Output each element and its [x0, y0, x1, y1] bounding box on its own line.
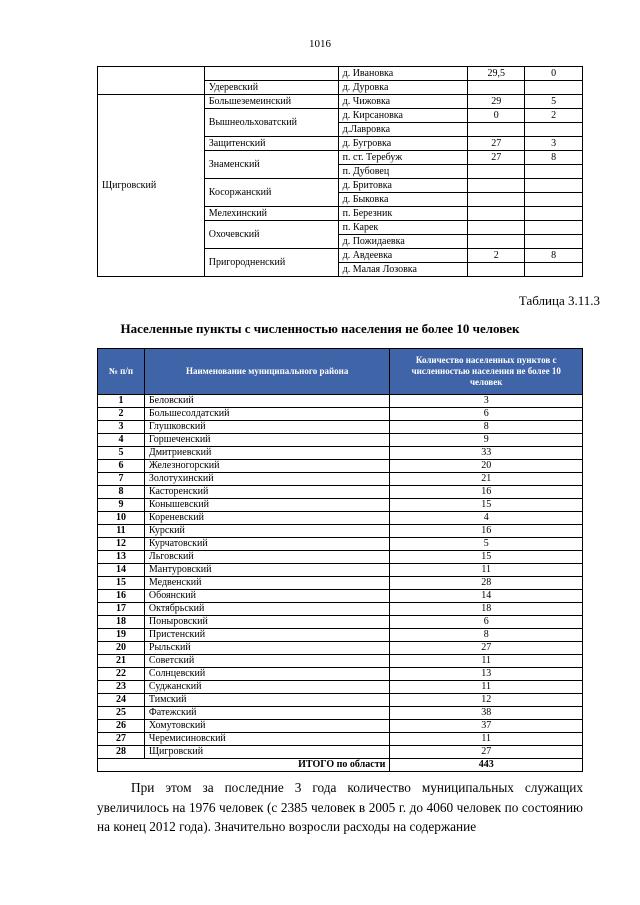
value-cell	[468, 81, 525, 95]
table-header-row	[98, 349, 583, 395]
row-number-cell: 28	[98, 746, 145, 759]
count-cell: 15	[390, 499, 583, 512]
table-row	[98, 512, 583, 525]
row-number-cell: 11	[98, 525, 145, 538]
value-cell	[525, 81, 583, 95]
row-number-cell: 4	[98, 434, 145, 447]
table-row	[98, 746, 583, 759]
district-name-cell: Фатежский	[144, 707, 389, 720]
count-cell: 15	[390, 551, 583, 564]
row-number-cell: 27	[98, 733, 145, 746]
count-cell: 11	[390, 681, 583, 694]
row-number-cell: 18	[98, 616, 145, 629]
value-cell: 0	[525, 67, 583, 81]
district-name-cell: Суджанский	[144, 681, 389, 694]
district-name-cell: Железногорский	[144, 460, 389, 473]
count-cell: 37	[390, 720, 583, 733]
district-name-cell: Поныровский	[144, 616, 389, 629]
district-name-cell: Обоянский	[144, 590, 389, 603]
count-cell: 28	[390, 577, 583, 590]
settlement-cell: д. Ивановка	[338, 67, 468, 81]
value-cell	[468, 235, 525, 249]
settlement-cell: п. Карек	[338, 221, 468, 235]
count-cell: 4	[390, 512, 583, 525]
row-number-cell: 25	[98, 707, 145, 720]
settlement-cell: д. Бритовка	[338, 179, 468, 193]
count-cell: 13	[390, 668, 583, 681]
row-number-cell: 17	[98, 603, 145, 616]
count-cell: 16	[390, 486, 583, 499]
municipality-cell: Знаменский	[204, 151, 338, 179]
value-cell	[525, 235, 583, 249]
table-row	[98, 629, 583, 642]
page-number: 1016	[309, 38, 331, 50]
municipality-cell: Косоржанский	[204, 179, 338, 207]
value-cell: 3	[525, 137, 583, 151]
count-cell: 33	[390, 447, 583, 460]
table-row	[98, 720, 583, 733]
column-header-count: Количество населенных пунктов с численностью населения не более 10 человек	[390, 349, 583, 395]
row-number-cell: 14	[98, 564, 145, 577]
table-row	[98, 486, 583, 499]
column-header-number: № п/п	[98, 349, 145, 395]
value-cell	[468, 123, 525, 137]
count-cell: 12	[390, 694, 583, 707]
district-name-cell: Кореневский	[144, 512, 389, 525]
table-row	[98, 616, 583, 629]
row-number-cell: 9	[98, 499, 145, 512]
count-cell: 6	[390, 616, 583, 629]
settlement-cell: п. Березник	[338, 207, 468, 221]
row-number-cell: 6	[98, 460, 145, 473]
count-cell: 16	[390, 525, 583, 538]
settlements-summary-table	[97, 348, 583, 772]
municipality-cell	[204, 67, 338, 81]
row-number-cell: 20	[98, 642, 145, 655]
row-number-cell: 26	[98, 720, 145, 733]
table-row	[98, 694, 583, 707]
table-row	[98, 564, 583, 577]
settlement-cell: д. Быковка	[338, 193, 468, 207]
settlement-cell: п. ст. Теребуж	[338, 151, 468, 165]
row-number-cell: 21	[98, 655, 145, 668]
value-cell	[525, 123, 583, 137]
table-row	[98, 590, 583, 603]
table-row	[98, 95, 583, 109]
settlements-continuation-table	[97, 66, 583, 277]
value-cell	[468, 207, 525, 221]
table-row	[98, 707, 583, 720]
municipality-cell: Вышнеольховатский	[204, 109, 338, 137]
value-cell	[468, 165, 525, 179]
row-number-cell: 22	[98, 668, 145, 681]
row-number-cell: 5	[98, 447, 145, 460]
table-row	[98, 655, 583, 668]
table-row	[98, 395, 583, 408]
value-cell: 29,5	[468, 67, 525, 81]
district-name-cell: Дмитриевский	[144, 447, 389, 460]
row-number-cell: 24	[98, 694, 145, 707]
municipality-cell: Защитенский	[204, 137, 338, 151]
table-row	[98, 499, 583, 512]
table-row	[98, 434, 583, 447]
row-number-cell: 2	[98, 408, 145, 421]
value-cell: 8	[525, 249, 583, 263]
body-paragraph	[97, 778, 583, 837]
row-number-cell: 15	[98, 577, 145, 590]
district-name-cell: Льговский	[144, 551, 389, 564]
count-cell: 20	[390, 460, 583, 473]
value-cell: 2	[468, 249, 525, 263]
municipality-cell: Большеземеинский	[204, 95, 338, 109]
value-cell	[468, 179, 525, 193]
table-row	[98, 733, 583, 746]
row-number-cell: 13	[98, 551, 145, 564]
count-cell: 6	[390, 408, 583, 421]
row-number-cell: 12	[98, 538, 145, 551]
value-cell: 27	[468, 137, 525, 151]
district-name-cell: Курский	[144, 525, 389, 538]
count-cell: 21	[390, 473, 583, 486]
district-name-cell: Хомутовский	[144, 720, 389, 733]
count-cell: 11	[390, 564, 583, 577]
row-number-cell: 16	[98, 590, 145, 603]
table-row	[98, 681, 583, 694]
table-body	[98, 395, 583, 772]
count-cell: 11	[390, 655, 583, 668]
value-cell	[468, 221, 525, 235]
settlement-cell: д. Авдеевка	[338, 249, 468, 263]
district-name-cell: Глушковский	[144, 421, 389, 434]
district-name-cell: Октябрьский	[144, 603, 389, 616]
table-row	[98, 538, 583, 551]
count-cell: 14	[390, 590, 583, 603]
settlement-cell: д. Малая Лозовка	[338, 263, 468, 277]
district-name-cell: Беловский	[144, 395, 389, 408]
settlement-cell: д. Дуровка	[338, 81, 468, 95]
district-name-cell: Конышевский	[144, 499, 389, 512]
value-cell: 27	[468, 151, 525, 165]
count-cell: 5	[390, 538, 583, 551]
count-cell: 38	[390, 707, 583, 720]
district-name-cell: Тимский	[144, 694, 389, 707]
district-name-cell: Касторенский	[144, 486, 389, 499]
total-label: ИТОГО по области	[98, 759, 390, 772]
row-number-cell: 19	[98, 629, 145, 642]
district-name-cell: Советский	[144, 655, 389, 668]
settlement-cell: д. Бугровка	[338, 137, 468, 151]
row-number-cell: 23	[98, 681, 145, 694]
value-cell: 2	[525, 109, 583, 123]
value-cell	[468, 193, 525, 207]
table-caption: Таблица 3.11.3	[518, 293, 600, 308]
count-cell: 18	[390, 603, 583, 616]
value-cell: 8	[525, 151, 583, 165]
value-cell: 29	[468, 95, 525, 109]
district-name-cell: Большесолдатский	[144, 408, 389, 421]
value-cell	[525, 165, 583, 179]
district-name-cell: Солнцевский	[144, 668, 389, 681]
district-name-cell: Черемисиновский	[144, 733, 389, 746]
row-number-cell: 1	[98, 395, 145, 408]
table-row	[98, 460, 583, 473]
value-cell: 5	[525, 95, 583, 109]
value-cell	[525, 221, 583, 235]
paragraph-text: При этом за последние 3 года количество муниципальных служащих увеличилось на 1976 человек (с 2385 человек в 2005 г. до 4060 человек по состоянию на конец 2012 года). Значительно возросли расходы на содержание	[97, 780, 583, 834]
value-cell	[525, 263, 583, 277]
municipality-cell: Мелехинский	[204, 207, 338, 221]
table-row	[98, 603, 583, 616]
total-value: 443	[390, 759, 583, 772]
district-name-cell: Щигровский	[144, 746, 389, 759]
column-header-district: Наименование муниципального района	[144, 349, 389, 395]
count-cell: 11	[390, 733, 583, 746]
table-heading: Населенные пункты с численностью населения не более 10 человек	[120, 321, 520, 336]
value-cell	[525, 207, 583, 221]
row-number-cell: 3	[98, 421, 145, 434]
row-number-cell: 10	[98, 512, 145, 525]
table-row	[98, 421, 583, 434]
table-row	[98, 668, 583, 681]
count-cell: 27	[390, 746, 583, 759]
value-cell	[525, 193, 583, 207]
table-row	[98, 67, 583, 81]
settlement-cell: д. Чижовка	[338, 95, 468, 109]
table-row	[98, 551, 583, 564]
table-row	[98, 447, 583, 460]
district-name-cell: Курчатовский	[144, 538, 389, 551]
settlement-cell: д.Лавровка	[338, 123, 468, 137]
table-row	[98, 577, 583, 590]
table-row	[98, 642, 583, 655]
value-cell	[525, 179, 583, 193]
settlement-cell: д. Кирсановка	[338, 109, 468, 123]
row-number-cell: 8	[98, 486, 145, 499]
count-cell: 9	[390, 434, 583, 447]
count-cell: 8	[390, 629, 583, 642]
total-row	[98, 759, 583, 772]
district-cell: Щигровский	[98, 95, 205, 277]
municipality-cell: Удеревский	[204, 81, 338, 95]
district-name-cell: Медвенский	[144, 577, 389, 590]
count-cell: 3	[390, 395, 583, 408]
table-row	[98, 473, 583, 486]
settlement-cell: п. Дубовец	[338, 165, 468, 179]
municipality-cell: Охочевский	[204, 221, 338, 249]
count-cell: 27	[390, 642, 583, 655]
table-row	[98, 408, 583, 421]
district-name-cell: Рыльский	[144, 642, 389, 655]
value-cell: 0	[468, 109, 525, 123]
district-name-cell: Пристенский	[144, 629, 389, 642]
district-name-cell: Мантуровский	[144, 564, 389, 577]
count-cell: 8	[390, 421, 583, 434]
district-cell	[98, 67, 205, 95]
row-number-cell: 7	[98, 473, 145, 486]
settlement-cell: д. Пожидаевка	[338, 235, 468, 249]
table-row	[98, 525, 583, 538]
municipality-cell: Пригородненский	[204, 249, 338, 277]
district-name-cell: Горшеченский	[144, 434, 389, 447]
value-cell	[468, 263, 525, 277]
district-name-cell: Золотухинский	[144, 473, 389, 486]
